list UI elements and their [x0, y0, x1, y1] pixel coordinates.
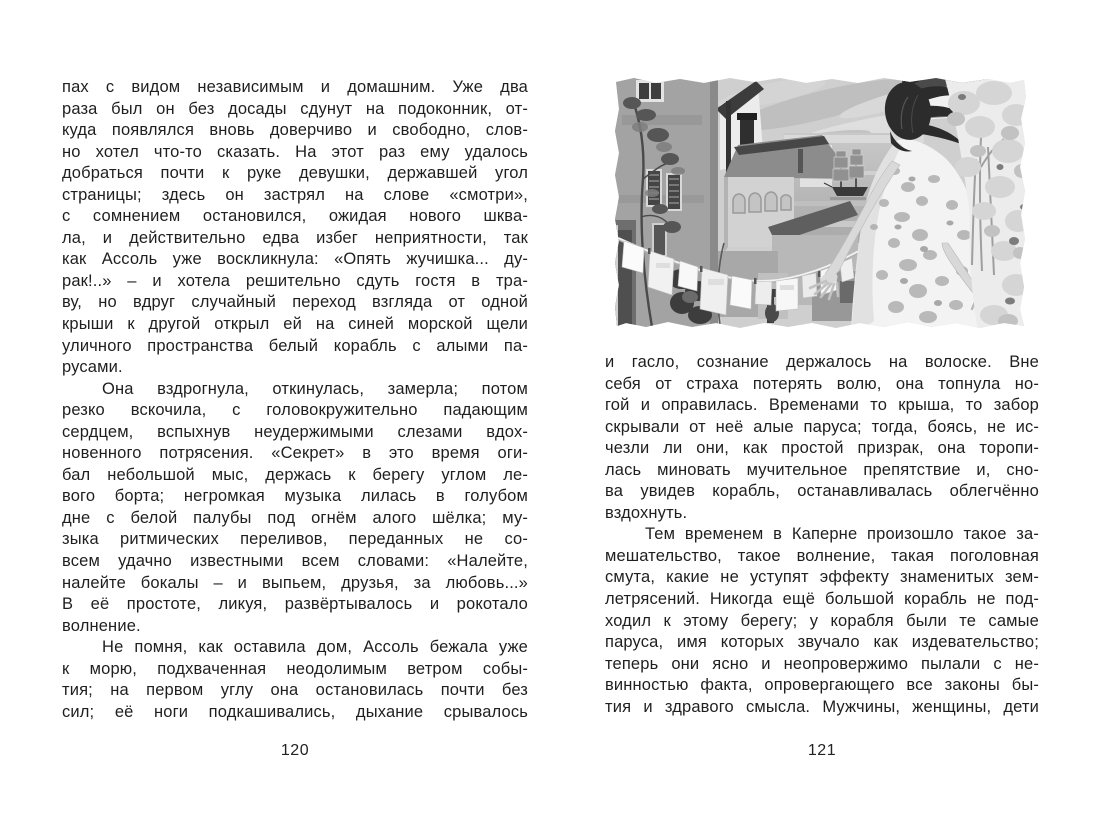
text-line: паруса, имя которых звучало как издевательство; — [605, 633, 1039, 652]
text-line: ла, и действительно едва избег неприятности, так — [62, 228, 528, 247]
left-text-column — [62, 77, 528, 723]
text-line: себя от страха потерять волю, она топнула но- — [605, 374, 1039, 393]
text-line: бал небольшой мыс, держась к берегу углом ле- — [62, 465, 528, 484]
text-line: крыши к другой открыл ей на синей морской щели — [62, 315, 528, 334]
text-line: рак!..» – и хотела решительно сдуть гостя в тра- — [62, 271, 528, 290]
paragraph — [62, 379, 528, 638]
text-line: ва увидев корабль, останавливалась облегчённо — [605, 482, 1039, 501]
text-line: тия и здравого смысла. Мужчины, женщины, дети — [605, 697, 1039, 716]
text-line: добраться почти к руке девушки, державшей угол — [62, 164, 528, 183]
paragraph — [605, 352, 1039, 524]
text-line: к морю, подхваченная неодолимым ветром собы- — [62, 659, 528, 678]
text-line: с сомнением остановился, ожидая нового шква- — [62, 207, 528, 226]
text-line: русами. — [62, 358, 123, 377]
text-line: раза был он без досады сдунут на подоконник, от- — [62, 99, 528, 118]
text-line: смута, какие не уступят эффекту знаменитых зем- — [605, 568, 1039, 587]
text-line: мешательство, такое волнение, такая поголовная — [605, 546, 1039, 565]
page-number-right: 121 — [807, 742, 837, 759]
text-line: куда появлялся вновь доверчиво и свободно, слов- — [62, 121, 528, 140]
text-line: пах с видом независимым и домашним. Уже два — [62, 78, 528, 96]
text-line: теперь они ясно и неопровержимо пылали с не- — [605, 654, 1039, 673]
text-line: уличного пространства белый корабль с алыми па- — [62, 336, 528, 355]
text-line: ву, но вдруг случайный переход взгляда от одной — [62, 293, 528, 312]
text-line: и гасло, сознание держалось на волоске. Вне — [605, 353, 1039, 371]
illustration-svg — [612, 75, 1028, 332]
text-line: новенного потрясения. «Секрет» в это время оги- — [62, 444, 528, 463]
text-line: вздохнуть. — [605, 503, 688, 522]
text-line: летрясений. Никогда ещё большой корабль не под- — [605, 590, 1039, 609]
text-line: Тем временем в Каперне произошло такое за- — [645, 525, 1039, 544]
text-line: ходил к этому берегу; у корабля были те самые — [605, 611, 1039, 630]
text-line: скрывали от неё алые паруса; тогда, боясь, не ис- — [605, 417, 1039, 436]
text-line: страницы; здесь он застрял на слове «смотри», — [62, 185, 528, 204]
text-line: резко вскочила, с головокружительно падающим — [62, 401, 528, 420]
page-number-left: 120 — [280, 742, 310, 759]
text-line: Не помня, как оставила дом, Ассоль бежала уже — [102, 638, 528, 657]
text-line: зыка ритмических переливов, переданных не со- — [62, 530, 528, 549]
paragraph — [605, 524, 1039, 718]
text-line: винностью факта, опровергающего все законы бы- — [605, 676, 1039, 695]
paragraph — [62, 637, 528, 723]
text-line: чезли ли они, как простой призрак, она торопи- — [605, 439, 1039, 458]
text-line: гой и оправилась. Временами то крыша, то забор — [605, 396, 1039, 415]
text-line: В её простоте, ликуя, развёртывалось и рокотало — [62, 595, 528, 614]
text-line: сил; её ноги подкашивались, дыхание срывалось — [62, 702, 528, 721]
text-line: но хотел что-то сказать. На этот раз ему удалось — [62, 142, 528, 161]
text-line: всем удачно известными всем словами: «Налейте, — [62, 552, 528, 571]
text-line: вого борта; негромкая музыка лилась в голубом — [62, 487, 528, 506]
text-line: тия; на первом углу она остановилась почти без — [62, 681, 528, 700]
text-line: Она вздрогнула, откинулась, замерла; потом — [102, 379, 528, 398]
right-text-column — [605, 352, 1039, 718]
paragraph — [62, 77, 528, 379]
text-line: дне с белой палубы под огнём алого шёлка; му- — [62, 508, 528, 527]
text-line: волнение. — [62, 616, 141, 635]
text-line: лась миновать мучительное препятствие и, сно- — [605, 460, 1039, 479]
text-line: налейте бокалы – и выпьем, друзья, за любовь...» — [62, 573, 528, 592]
text-line: как Ассоль уже воскликнула: «Опять жучишка... ду- — [62, 250, 528, 269]
book-illustration — [612, 75, 1028, 332]
text-line: сердцем, вспыхнув неудержимыми слезами вдох- — [62, 422, 528, 441]
